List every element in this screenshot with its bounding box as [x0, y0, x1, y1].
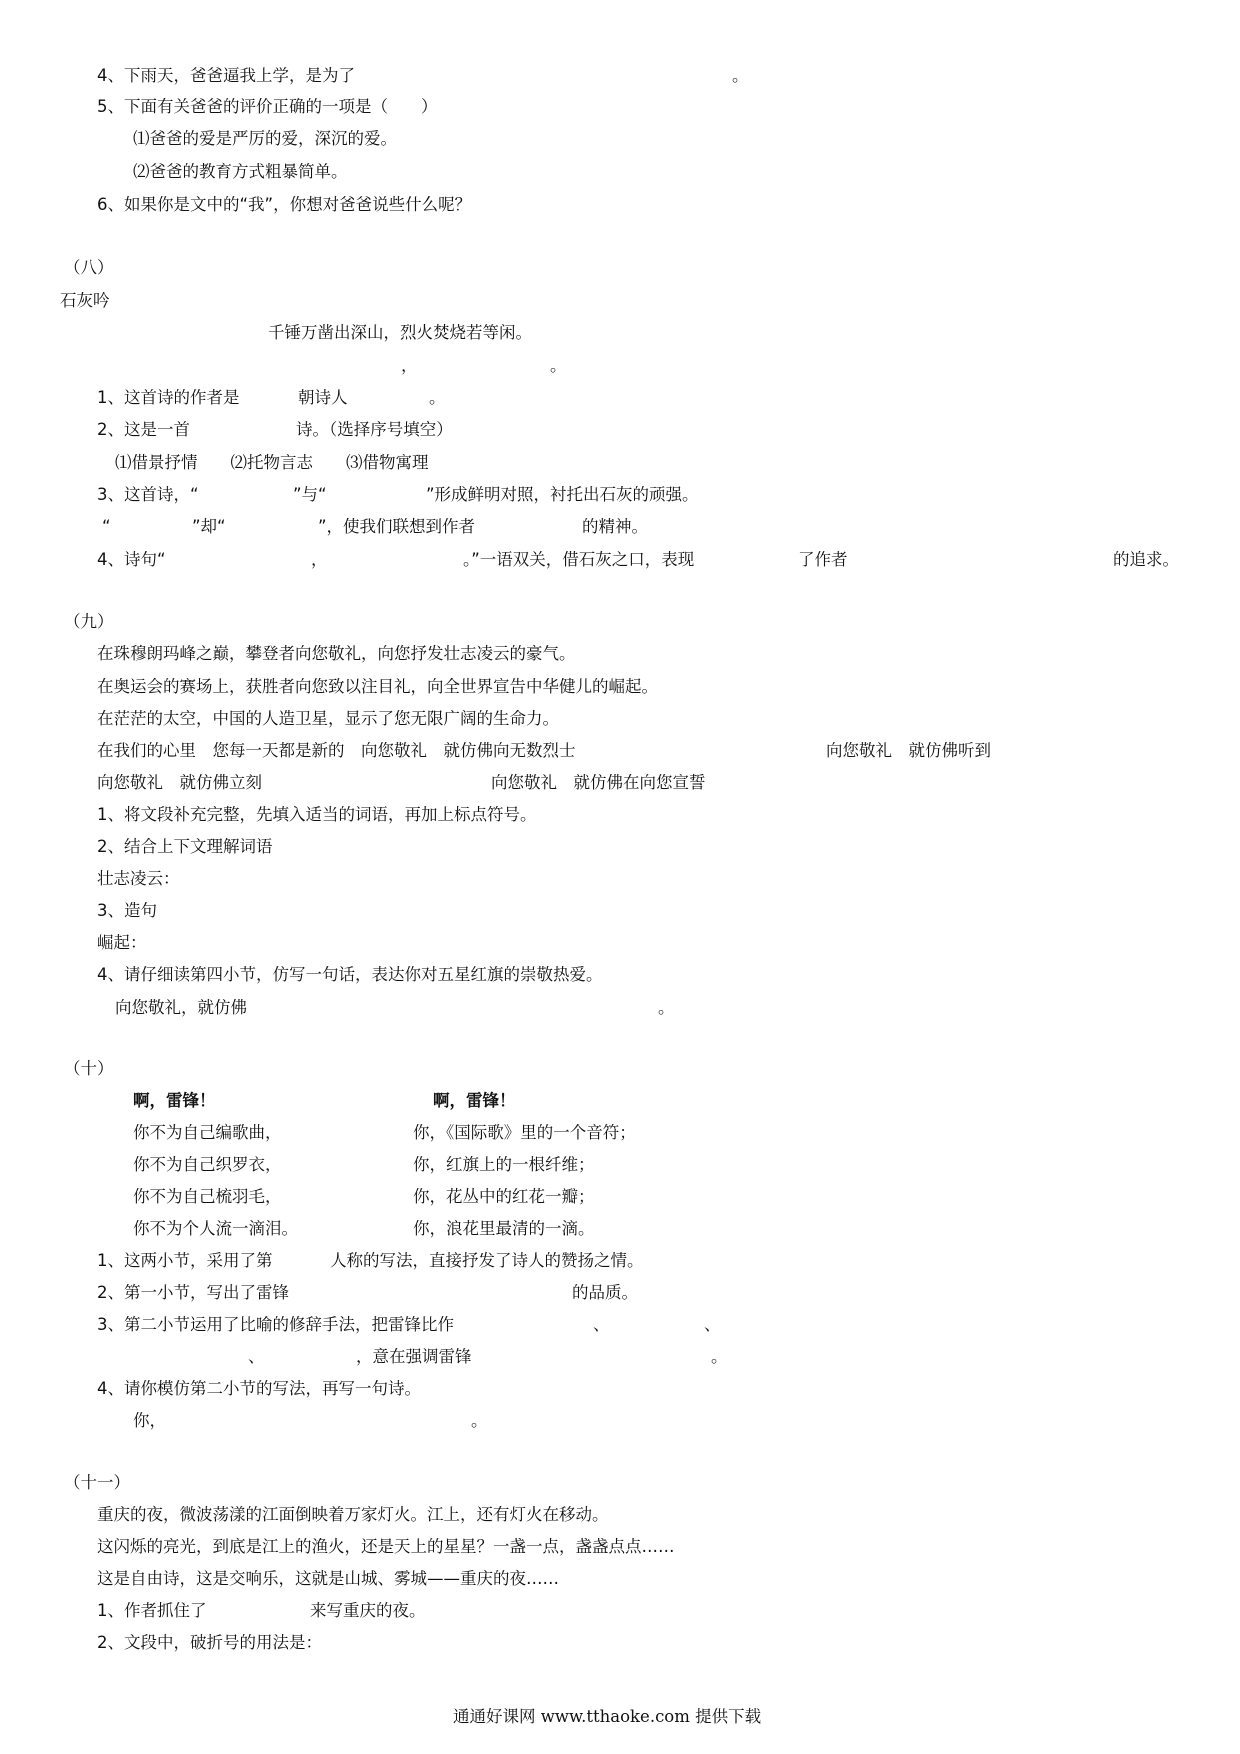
s9-q2: 2、结合上下文理解词语: [97, 837, 273, 856]
s9-word-2: 崛起：: [97, 933, 147, 952]
s9-q1: 1、将文段补充完整，先填入适当的词语，再加上标点符号。: [97, 805, 537, 824]
s9-heading: （九）: [64, 612, 114, 631]
s8-q3-line2-end: 的精神。: [582, 517, 648, 536]
s11-q2: 2、文段中，破折号的用法是：: [97, 1633, 322, 1652]
s10-heading: （十）: [64, 1059, 114, 1078]
s8-poem-line-2-end: 。: [550, 356, 567, 375]
s10-line-4-left: 你不为自己梳羽毛，: [133, 1187, 282, 1206]
s8-q4: 4、诗句“: [97, 550, 166, 569]
s10-q2: 2、第一小节，写出了雷锋: [97, 1283, 289, 1302]
q7-q4-end: 。: [732, 66, 749, 85]
s9-q4: 4、请仔细读第四小节，仿写一句话，表达你对五星红旗的崇敬热爱。: [97, 965, 603, 984]
s9-paragraph-5: 向您敬礼 就仿佛立刻: [97, 773, 262, 792]
s10-q4-answer: 你，: [133, 1411, 166, 1430]
s9-q3: 3、造句: [97, 901, 157, 920]
s11-paragraph-2: 这闪烁的亮光，到底是江上的渔火，还是天上的星星？一盏一点，盏盏点点……: [97, 1537, 675, 1556]
q7-option-1: ⑴爸爸的爱是严厉的爱，深沉的爱。: [133, 129, 397, 148]
s11-paragraph-1: 重庆的夜，微波荡漾的江面倒映着万家灯火。江上，还有灯火在移动。: [97, 1505, 609, 1524]
s8-q2: 2、这是一首: [97, 420, 190, 439]
s10-q3-sep-1: 、: [593, 1315, 610, 1334]
s8-q2-tail: 诗。（选择序号填空）: [296, 420, 453, 439]
s8-q3-line2-open: “: [102, 517, 111, 536]
s10-line-4-right: 你，花丛中的红花一瓣；: [413, 1187, 595, 1206]
s10-q3: 3、第二小节运用了比喻的修辞手法，把雷锋比作: [97, 1315, 454, 1334]
s8-heading: （八）: [64, 258, 114, 277]
s10-q3-sep-2: 、: [704, 1315, 721, 1334]
q7-q4: [97, 65, 355, 87]
s10-q4-answer-end: 。: [471, 1411, 488, 1430]
s10-q3-emphasis: ，意在强调雷锋: [356, 1347, 472, 1366]
s8-poem-line-1: 千锤万凿出深山，烈火焚烧若等闲。: [268, 323, 532, 342]
s11-q1: 1、作者抓住了: [97, 1601, 207, 1620]
s9-paragraph-4-tail: 向您敬礼 就仿佛听到: [826, 741, 991, 760]
s8-q4-comma: ，: [311, 550, 328, 569]
s8-q3-and: ”与“: [293, 485, 327, 504]
s9-paragraph-3: 在茫茫的太空，中国的人造卫星，显示了您无限广阔的生命力。: [97, 709, 559, 728]
s11-heading: （十一）: [64, 1473, 130, 1492]
s8-q4-end: 的追求。: [1113, 550, 1179, 569]
s8-q4-author: 了作者: [798, 550, 848, 569]
q7-option-2: ⑵爸爸的教育方式粗暴简单。: [133, 162, 348, 181]
s10-line-3-right: 你，红旗上的一根纤维；: [413, 1155, 595, 1174]
s10-line-2-left: 你不为自己编歌曲，: [133, 1123, 282, 1142]
s11-paragraph-3: 这是自由诗，这是交响乐，这就是山城、雾城——重庆的夜……: [97, 1569, 559, 1588]
s10-line-1-left: 啊，雷锋！: [133, 1091, 216, 1110]
s8-title: 石灰吟: [60, 291, 110, 310]
s10-q3-end: 。: [711, 1347, 728, 1366]
footer-credit: 通通好课网 www.tthaoke.com 提供下载: [453, 1707, 762, 1726]
s10-line-5-right: 你，浪花里最清的一滴。: [413, 1219, 595, 1238]
s10-line-5-left: 你不为个人流一滴泪。: [133, 1219, 298, 1238]
s11-q1-tail: 来写重庆的夜。: [310, 1601, 426, 1620]
q7-q4-text: 4、下雨天，爸爸逼我上学，是为了: [97, 66, 355, 85]
s9-paragraph-4: 在我们的心里 您每一天都是新的 向您敬礼 就仿佛向无数烈士: [97, 741, 576, 760]
s10-q1-tail: 人称的写法，直接抒发了诗人的赞扬之情。: [330, 1251, 644, 1270]
q7-q5: 5、下面有关爸爸的评价正确的一项是（ ）: [97, 97, 438, 116]
s8-q4-middle: 。”一语双关，借石灰之口，表现: [463, 550, 695, 569]
s9-paragraph-1: 在珠穆朗玛峰之巅，攀登者向您敬礼，向您抒发壮志凌云的豪气。: [97, 644, 576, 663]
s8-q3-tail: ”形成鲜明对照，衬托出石灰的顽强。: [426, 485, 699, 504]
s9-q4-answer: 向您敬礼，就仿佛: [115, 998, 247, 1017]
s8-poem-line-2-comma: ，: [401, 356, 418, 375]
s8-q2-options: ⑴借景抒情 ⑵托物言志 ⑶借物寓理: [115, 453, 429, 472]
s8-q1: 1、这首诗的作者是: [97, 388, 240, 407]
s8-q1-end: 。: [429, 388, 446, 407]
s9-paragraph-5-tail: 向您敬礼 就仿佛在向您宣誓: [491, 773, 706, 792]
s10-line-1-right: 啊，雷锋！: [433, 1091, 516, 1110]
q7-q6: 6、如果你是文中的“我”，你想对爸爸说些什么呢？: [97, 195, 472, 214]
s8-q1-dynasty: 朝诗人: [298, 388, 348, 407]
s10-line-2-right: 你，《国际歌》里的一个音符；: [413, 1123, 636, 1142]
s8-q3: 3、这首诗，“: [97, 485, 199, 504]
s10-q2-tail: 的品质。: [572, 1283, 638, 1302]
s9-paragraph-2: 在奥运会的赛场上，获胜者向您致以注目礼，向全世界宣告中华健儿的崛起。: [97, 677, 658, 696]
s10-q1: 1、这两小节，采用了第: [97, 1251, 273, 1270]
s9-word-1: 壮志凌云：: [97, 869, 180, 888]
s10-line-3-left: 你不为自己织罗衣，: [133, 1155, 282, 1174]
s8-q3-line2-but: ”却“: [192, 517, 226, 536]
s10-q4: 4、请你模仿第二小节的写法，再写一句诗。: [97, 1379, 421, 1398]
s9-q4-answer-end: 。: [658, 998, 675, 1017]
s10-q3-sep-3: 、: [248, 1347, 265, 1366]
s8-q3-line2-author: ”，使我们联想到作者: [318, 517, 476, 536]
